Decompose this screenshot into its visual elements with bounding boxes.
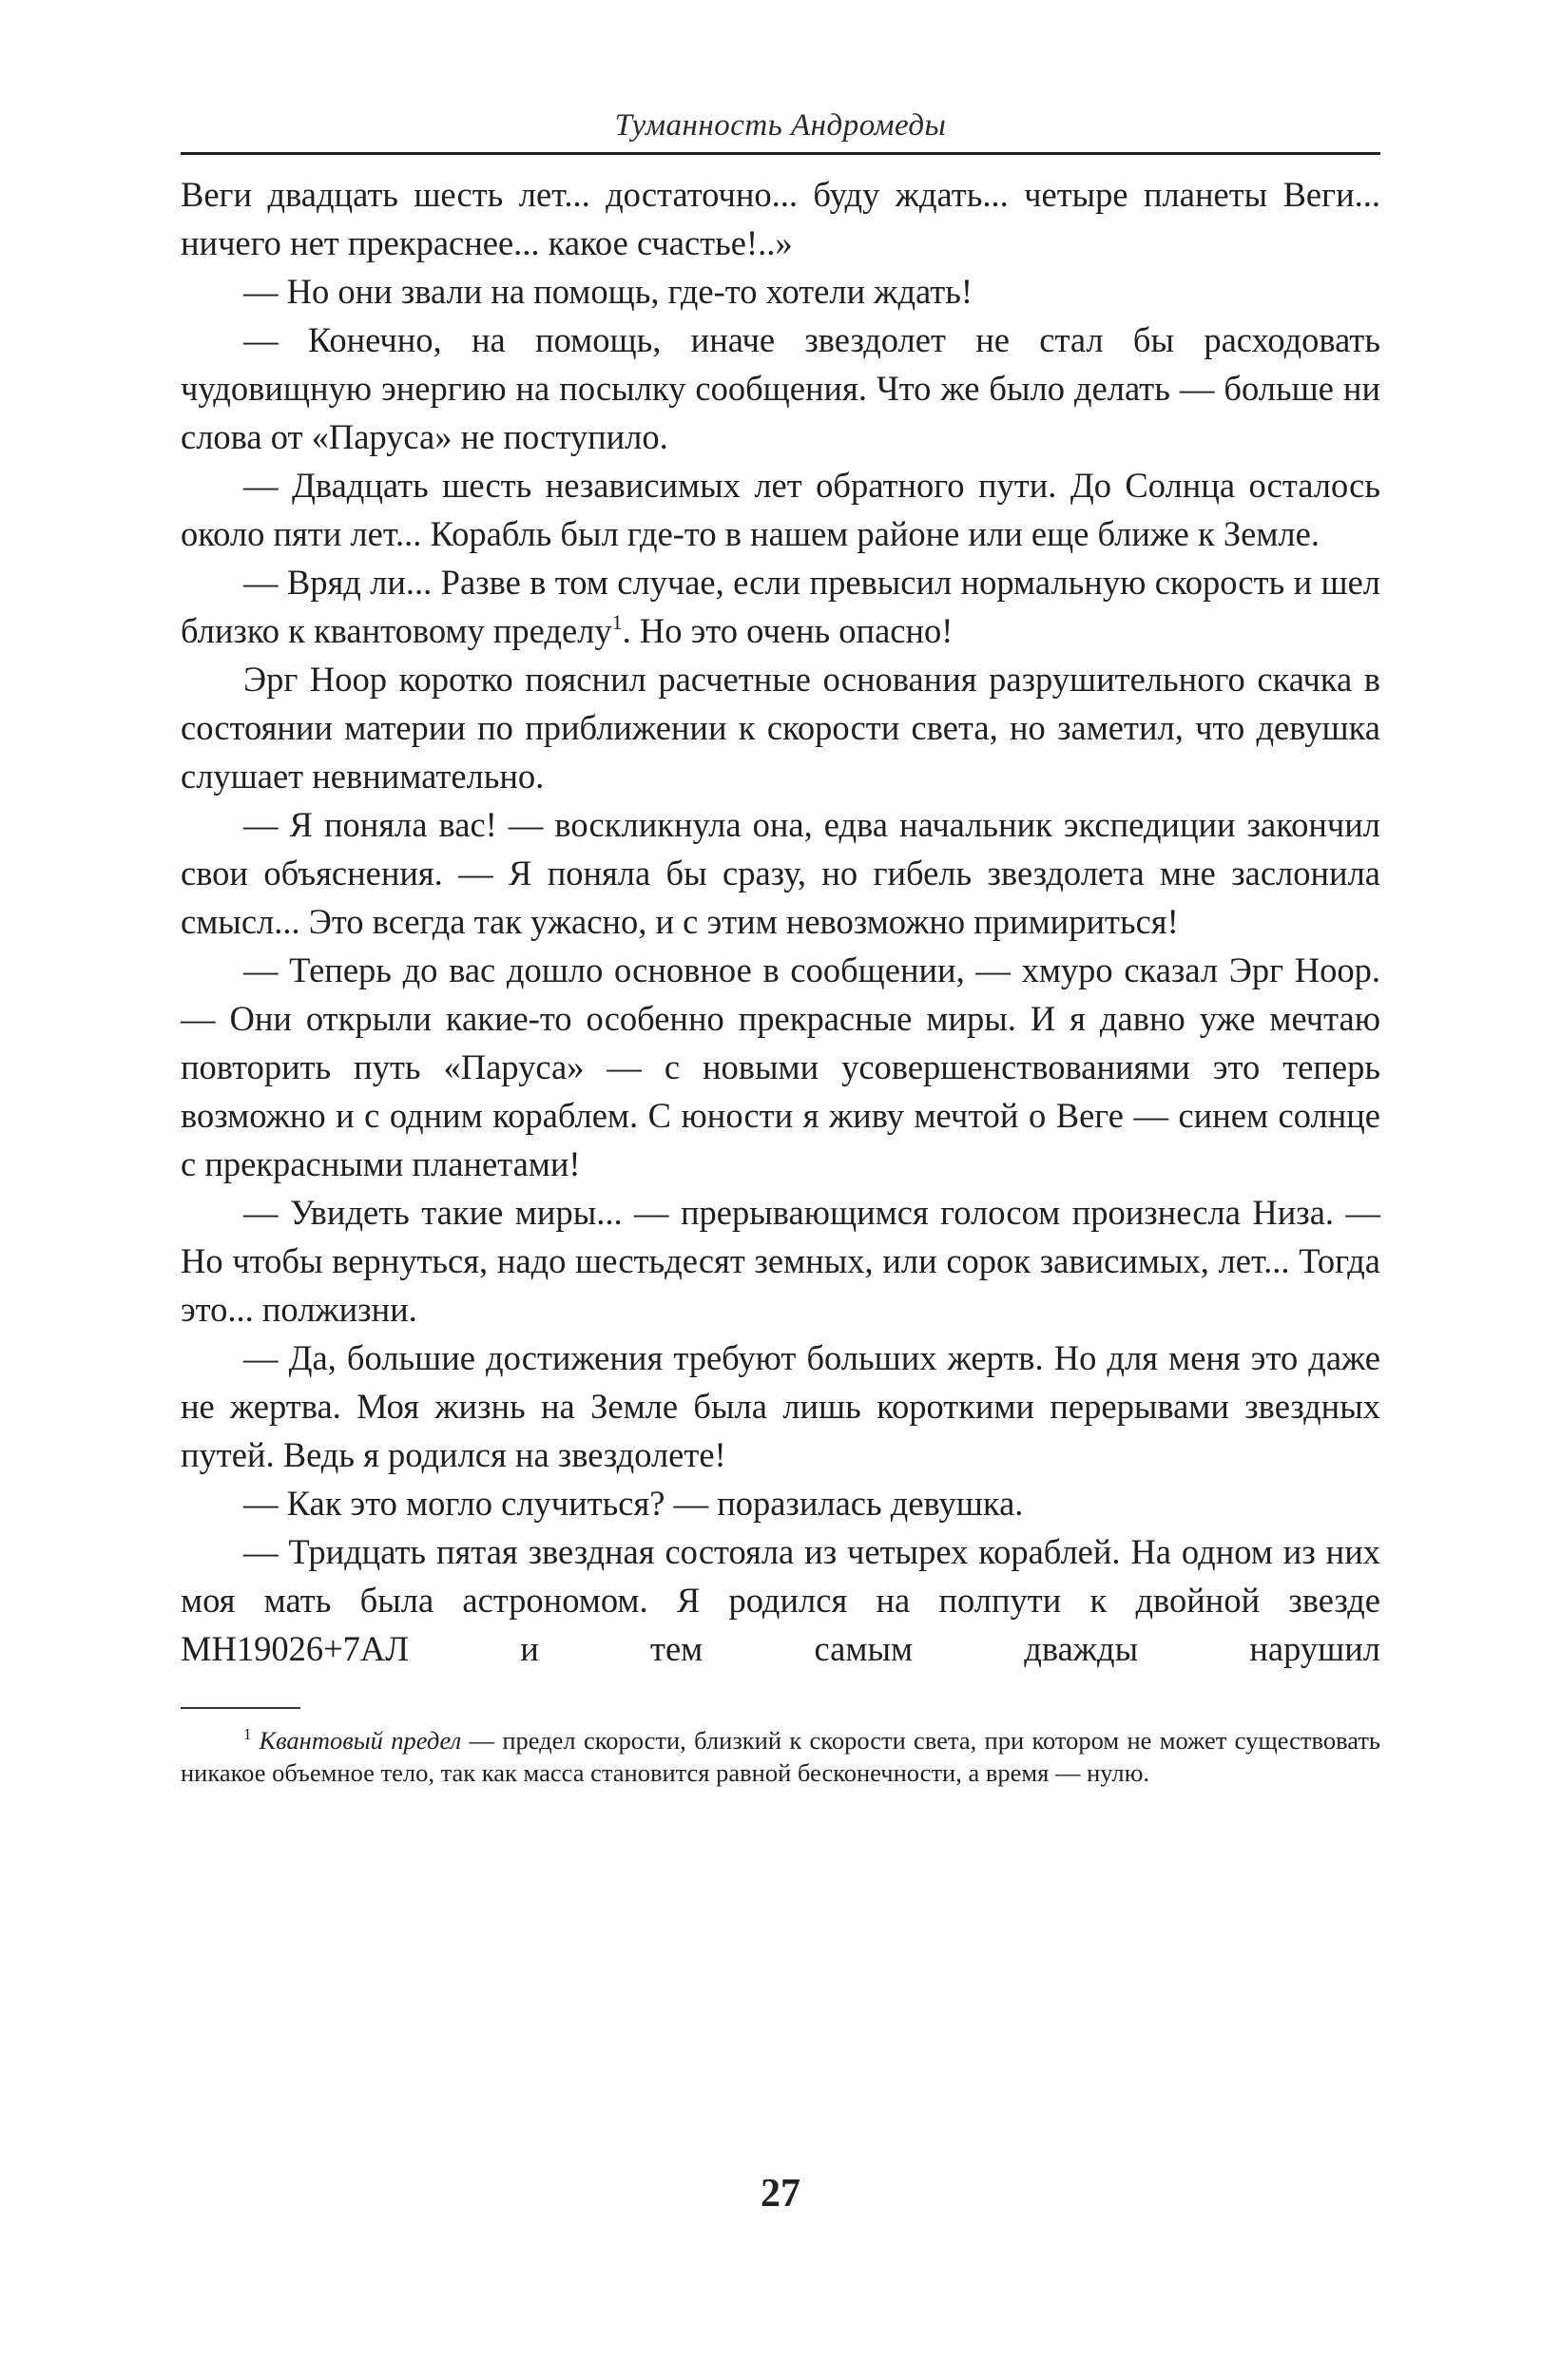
footnote-text: — предел скорости, близкий к скорости света, при котором не может существовать никакое объемное тело, так как масса становится равной бесконечности, а время — нулю.: [181, 1726, 1380, 1787]
paragraph-text: — Вряд ли... Разве в том случае, если превысил нормальную скорость и шел близко к квантовому пределу: [181, 563, 1380, 650]
paragraph: Эрг Ноор коротко пояснил расчетные основания разрушительного скачка в состоянии материи по приближении к скорости света, но заметил, что девушка слушает невнимательно.: [181, 660, 1380, 796]
paragraph: — Конечно, на помощь, иначе звездолет не стал бы расходовать чудовищную энергию на посылку сообщения. Что же было делать — больше ни слова от «Паруса» не поступило.: [181, 320, 1380, 456]
book-page: [181, 105, 1380, 2291]
body-text: [181, 170, 1380, 1673]
paragraph: — Я поняла вас! — воскликнула она, едва начальник экспедиции закончил свои объяснения. — Я поняла бы сразу, но гибель звездолета мне заслонила смысл... Это всегда так ужасно, и с этим невозможно примириться!: [181, 805, 1380, 941]
header-rule: [181, 152, 1380, 155]
footnote-term: Квантовый предел: [259, 1726, 462, 1755]
paragraph: Веги двадцать шесть лет... достаточно... буду ждать... четыре планеты Веги... ничего нет прекраснее... какое счастье!..»: [181, 175, 1380, 262]
paragraph-text-continued: . Но это очень опасно!: [622, 611, 954, 650]
paragraph: — Но они звали на помощь, где-то хотели ждать!: [243, 272, 973, 311]
footnote-divider: [181, 1707, 300, 1709]
paragraph: — Тридцать пятая звездная состояла из четырех кораблей. На одном из них моя мать была астрономом. Я родился на полпути к двойной звезде МН19026+7АЛ и тем самым дважды нарушил: [181, 1532, 1380, 1668]
running-title: Туманность Андромеды: [614, 108, 947, 143]
footnote: [181, 1724, 1380, 1789]
paragraph-with-footnote: [181, 558, 1380, 655]
paragraph: — Теперь до вас дошло основное в сообщении, — хмуро сказал Эрг Ноор. — Они открыли какие-то особенно прекрасные миры. И я давно уже мечтаю повторить путь «Паруса» — с новыми усовершенствованиями это теперь возможно и с одним кораблем. С юности я живу мечтой о Веге — синем солнце с прекрасными планетами!: [181, 950, 1380, 1183]
paragraph: — Как это могло случиться? — поразилась девушка.: [243, 1484, 1024, 1523]
paragraph: — Увидеть такие миры... — прерывающимся голосом произнесла Низа. — Но чтобы вернуться, надо шестьдесят земных, или сорок зависимых, лет... Тогда это... полжизни.: [181, 1193, 1380, 1329]
footnote-number: 1: [243, 1725, 252, 1743]
page-number: 27: [761, 2172, 800, 2216]
paragraph: — Двадцать шесть независимых лет обратного пути. До Солнца осталось около пяти лет... Корабль был где-то в нашем районе или еще ближе к Земле.: [181, 466, 1380, 553]
footnote-reference: 1: [611, 610, 623, 634]
paragraph: — Да, большие достижения требуют больших жертв. Но для меня это даже не жертва. Моя жизнь на Земле была лишь короткими перерывами звездных путей. Ведь я родился на звездолете!: [181, 1338, 1380, 1474]
